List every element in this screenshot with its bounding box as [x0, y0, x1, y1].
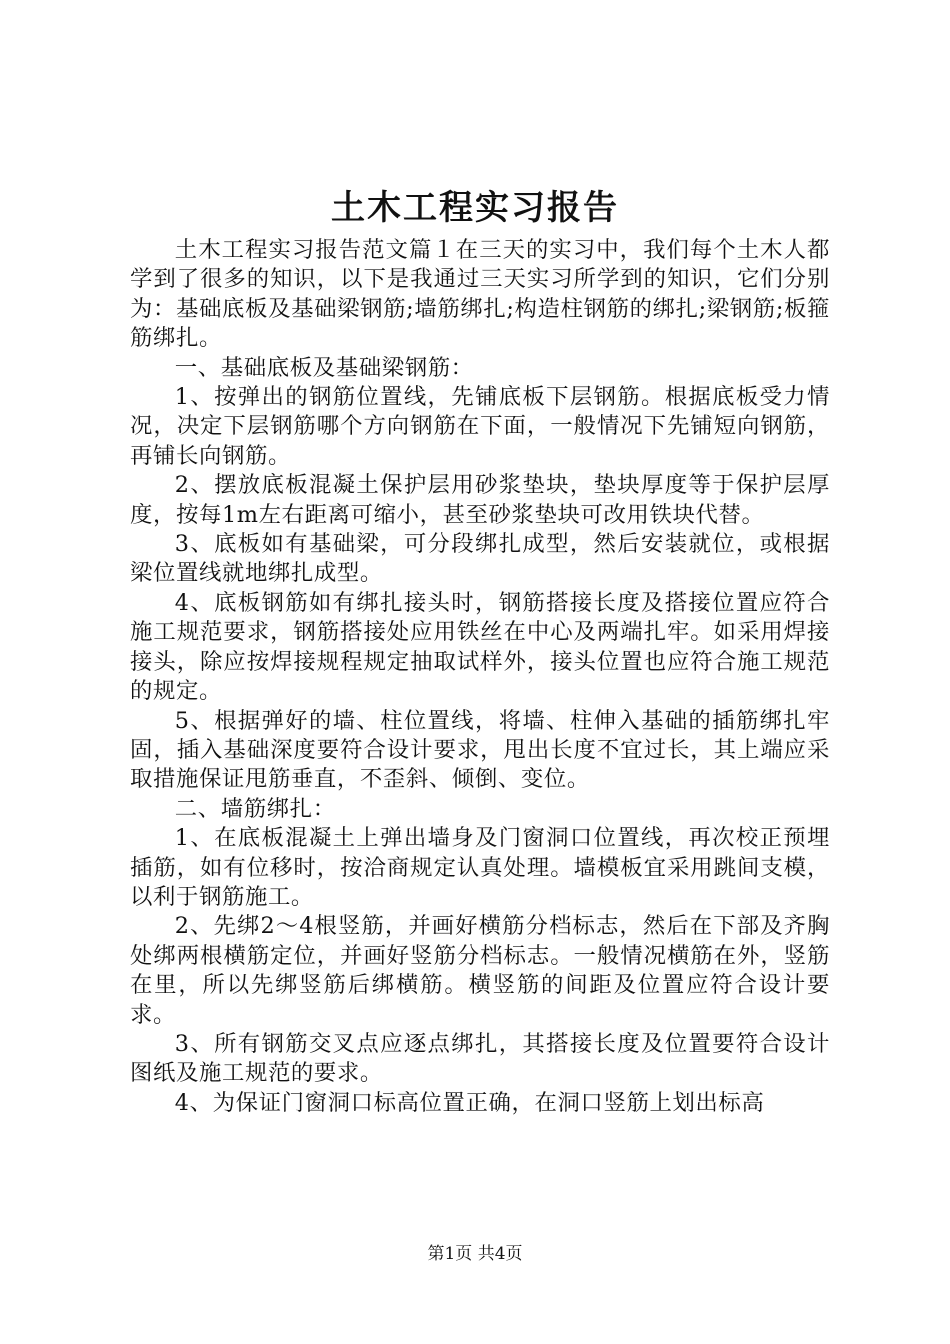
- section-heading-2: 二、墙筋绑扎：: [174, 795, 336, 822]
- page-title: 土木工程实习报告: [331, 188, 619, 228]
- paragraph-item: 3、底板如有基础梁，可分段绑扎成型，然后安装就位，或根据梁位置线就地绑扎成型。: [130, 531, 830, 587]
- paragraph-item: 4、为保证门窗洞口标高位置正确，在洞口竖筋上划出标高: [174, 1089, 765, 1116]
- section-heading-1: 一、基础底板及基础梁钢筋：: [174, 354, 474, 381]
- paragraph-item: 3、所有钢筋交叉点应逐点绑扎，其搭接长度及位置要符合设计图纸及施工规范的要求。: [130, 1030, 830, 1087]
- paragraph-item: 5、根据弹好的墙、柱位置线，将墙、柱伸入基础的插筋绑扎牢固，插入基础深度要符合设计要求，甩出长度不宜过长，其上端应采取措施保证甩筋垂直，不歪斜、倾倒、变位。: [130, 707, 830, 793]
- paragraph-item: 4、底板钢筋如有绑扎接头时，钢筋搭接长度及搭接位置应符合施工规范要求，钢筋搭接处应用铁丝在中心及两端扎牢。如采用焊接接头，除应按焊接规程规定抽取试样外，接头位置也应符合施工规范的规定。: [130, 589, 830, 705]
- paragraph-item: 1、在底板混凝土上弹出墙身及门窗洞口位置线，再次校正预埋插筋，如有位移时，按洽商规定认真处理。墙模板宜采用跳间支模，以利于钢筋施工。: [130, 825, 830, 910]
- paragraph-item: 2、先绑2～4根竖筋，并画好横筋分档标志，然后在下部及齐胸处绑两根横筋定位，并画好竖筋分档标志。一般情况横筋在外，竖筋在里，所以先绑竖筋后绑横筋。横竖筋的间距及位置应符合设计要求。: [130, 913, 830, 1028]
- page-footer: 第1页 共4页: [427, 1244, 523, 1264]
- document-body: [130, 236, 830, 1118]
- paragraph-intro: 土木工程实习报告范文篇１在三天的实习中，我们每个土木人都学到了很多的知识，以下是我通过三天实习所学到的知识，它们分别为：基础底板及基础梁钢筋;墙筋绑扎;构造柱钢筋的绑扎;梁钢筋;板箍筋绑扎。: [130, 237, 830, 352]
- paragraph-item: 1、按弹出的钢筋位置线，先铺底板下层钢筋。根据底板受力情况，决定下层钢筋哪个方向钢筋在下面，一般情况下先铺短向钢筋，再铺长向钢筋。: [130, 384, 830, 469]
- paragraph-item: 2、摆放底板混凝土保护层用砂浆垫块，垫块厚度等于保护层厚度，按每1m左右距离可缩小，甚至砂浆垫块可改用铁块代替。: [130, 472, 830, 528]
